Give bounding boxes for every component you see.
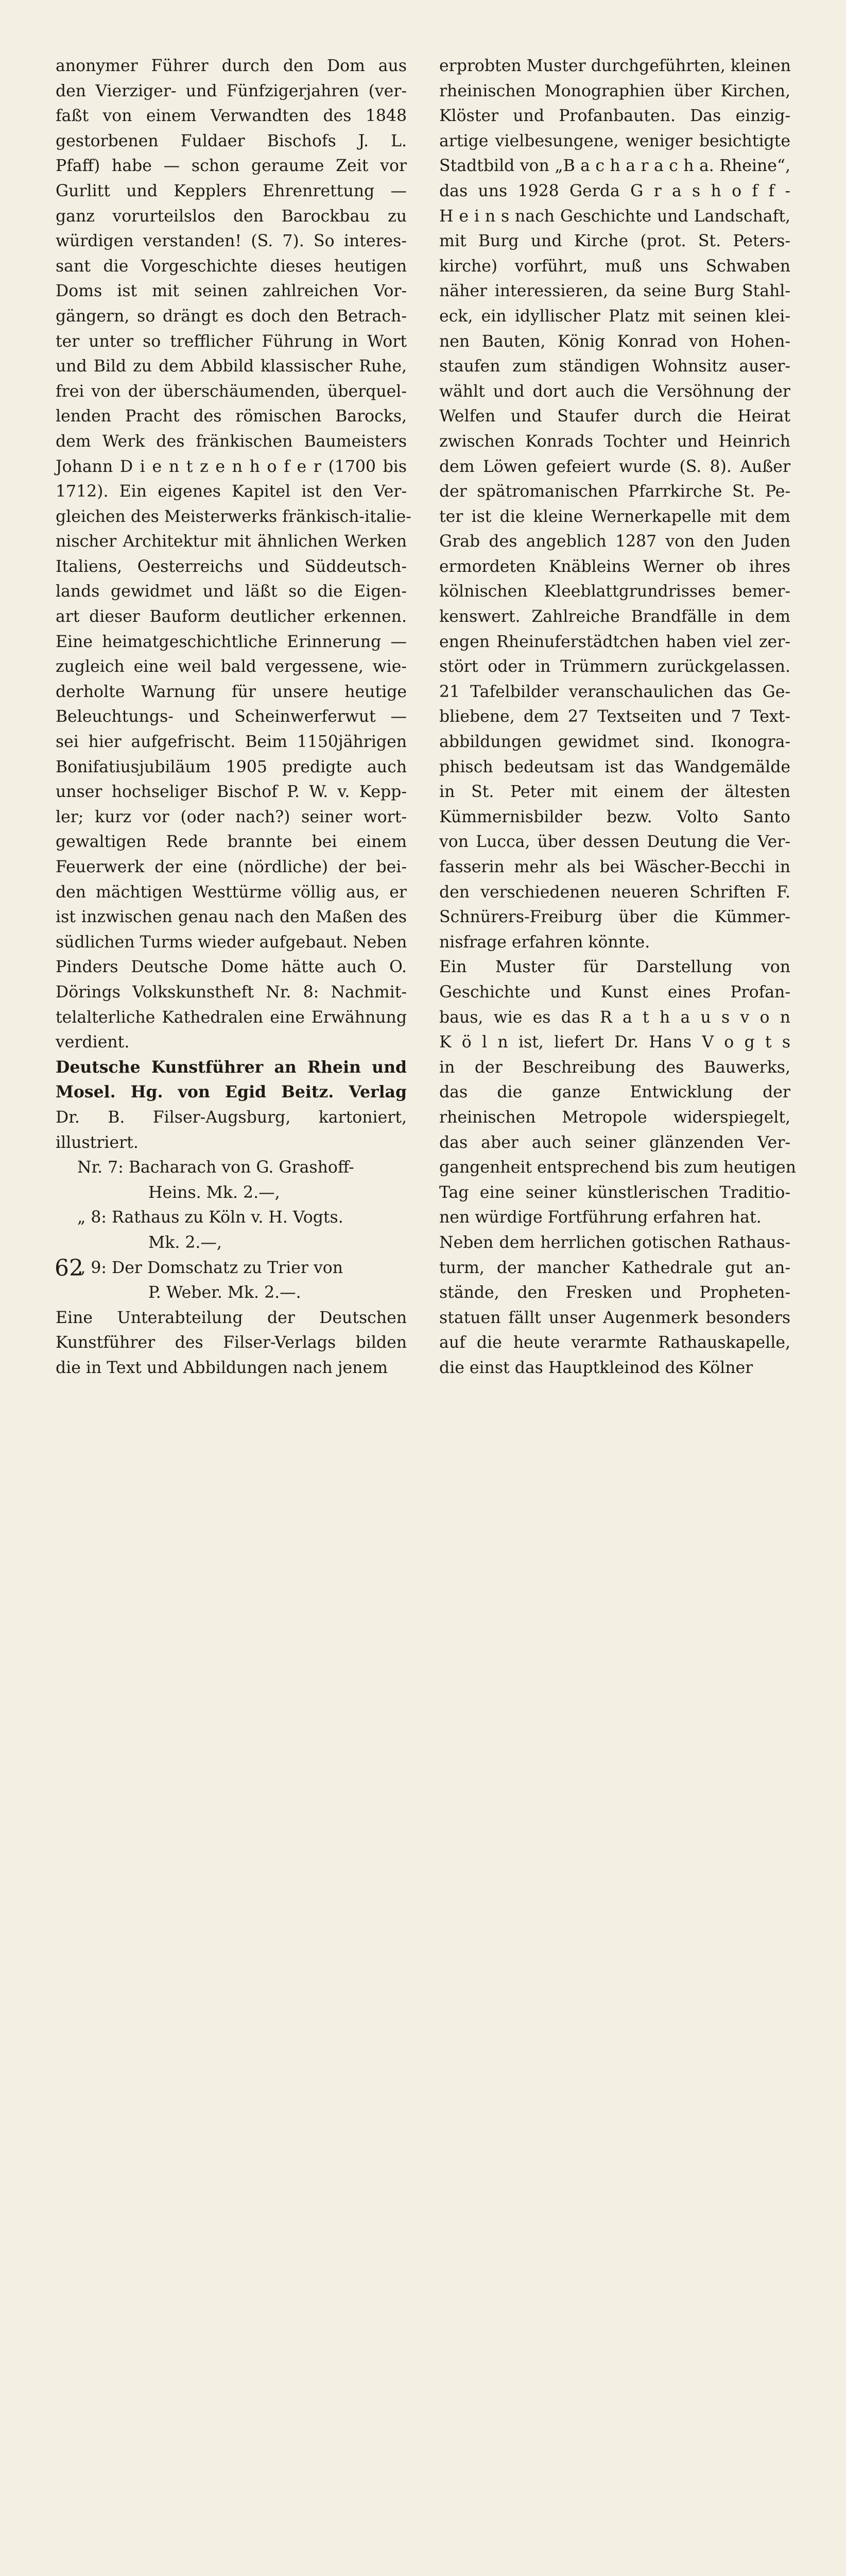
text-line: gewaltigen Rede brannte bei einem (56, 833, 407, 852)
text-line: baus, wie es das R a t h a u s v o n (439, 1008, 790, 1027)
digitization-footer (0, 1298, 846, 1387)
text-line: nen würdige Fortführung erfahren hat. (439, 1208, 762, 1227)
text-line: rheinischen Metropole widerspiegelt, (439, 1108, 790, 1127)
text-line: verdient. (56, 1033, 130, 1052)
text-line: „ 8: Rathaus zu Köln v. H. Vogts. (77, 1208, 343, 1227)
right-text-column (439, 54, 796, 1380)
text-line: bliebene, dem 27 Textseiten und 7 Text- (439, 707, 790, 726)
text-line: P. Weber. Mk. 2.—. (148, 1283, 301, 1302)
text-line: in der Beschreibung des Bauwerks, (439, 1058, 790, 1077)
text-line: Tag eine seiner künstlerischen Traditio- (439, 1183, 790, 1202)
text-line: Welfen und Staufer durch die Heirat (439, 407, 790, 426)
text-line: Pinders Deutsche Dome hätte auch O. (56, 958, 407, 977)
text-line: ermordeten Knäbleins Werner ob ihres (439, 557, 790, 576)
text-line: Dr. B. Filser-Augsburg, kartoniert, (56, 1108, 407, 1127)
text-line: Nr. 7: Bacharach von G. Grashoff- (77, 1158, 354, 1177)
text-line: Kümmernisbilder bezw. Volto Santo (439, 807, 790, 826)
left-text-column (56, 54, 411, 1380)
text-line: frei von der überschäumenden, überquel- (56, 382, 407, 401)
text-line: Neben dem herrlichen gotischen Rathaus- (439, 1233, 790, 1252)
text-line: derholte Warnung für unsere heutige (56, 682, 407, 701)
text-line: ler; kurz vor (oder nach?) seiner wort- (56, 807, 407, 826)
text-line: ter unter so trefflicher Führung in Wort (56, 332, 407, 351)
text-line: Ein Muster für Darstellung von (439, 958, 790, 977)
text-line: Bonifatiusjubiläum 1905 predigte auch (56, 757, 407, 776)
text-line: kenswert. Zahlreiche Brandfälle in dem (439, 607, 790, 626)
text-line: nischer Architektur mit ähnlichen Werken (56, 532, 407, 551)
text-line: lands gewidmet und läßt so die Eigen- (56, 582, 407, 601)
text-line: würdigen verstanden! (S. 7). So interes- (56, 232, 407, 251)
text-line: lenden Pracht des römischen Barocks, (56, 407, 407, 426)
text-line: kirche) vorführt, muß uns Schwaben (439, 257, 790, 276)
text-line: gangenheit entsprechend bis zum heutigen (439, 1158, 796, 1177)
text-line: staufen zum ständigen Wohnsitz auser- (439, 357, 790, 376)
text-line: Schnürers-Freiburg über die Kümmer- (439, 908, 790, 927)
text-line: zugleich eine weil bald vergessene, wie- (56, 657, 407, 676)
text-line: zwischen Konrads Tochter und Heinrich (439, 432, 790, 451)
text-line: Eine heimatgeschichtliche Erinnerung — (56, 632, 407, 651)
text-line: Italiens, Oesterreichs und Süddeutsch- (56, 557, 407, 576)
text-line: eck, ein idyllischer Platz mit seinen klei- (439, 307, 790, 326)
text-line: erprobten Muster durchgeführten, kleinen (439, 57, 791, 75)
text-line: Heins. Mk. 2.—, (148, 1183, 280, 1202)
text-line: fasserin mehr als bei Wäscher-Becchi in (439, 858, 790, 876)
text-line: Eine Unterabteilung der Deutschen (56, 1308, 407, 1327)
text-line: „ 9: Der Domschatz zu Trier von (77, 1258, 343, 1277)
text-line: Geschichte und Kunst eines Profan- (439, 982, 790, 1002)
text-line: von Lucca, über dessen Deutung die Ver- (439, 833, 790, 852)
text-line: das aber auch seiner glänzenden Ver- (439, 1133, 790, 1152)
text-line: der spätromanischen Pfarrkirche St. Pe- (439, 482, 790, 501)
text-line: 21 Tafelbilder veranschaulichen das Ge- (439, 682, 790, 701)
text-line: Stadtbild von „B a c h a r a c h a. Rheine“, (439, 157, 790, 176)
text-line: Grab des angeblich 1287 von den Juden (439, 532, 790, 551)
text-line: das uns 1928 Gerda G r a s h o f f - (439, 181, 790, 200)
text-line: Beleuchtungs- und Scheinwerferwut — (56, 707, 407, 726)
text-line: das die ganze Entwicklung der (439, 1083, 790, 1102)
text-line: auf die heute verarmte Rathauskapelle, (439, 1333, 790, 1352)
text-line: Kunstführer des Filser-Verlags bilden (56, 1333, 407, 1352)
text-line: nen Bauten, König Konrad von Hohen- (439, 332, 790, 351)
text-line: dem Löwen gefeiert wurde (S. 8). Außer (439, 457, 790, 476)
text-line: H e i n s nach Geschichte und Landschaft, (439, 207, 790, 226)
text-line: näher interessieren, da seine Burg Stahl- (439, 282, 790, 301)
text-line: K ö l n ist, liefert Dr. Hans V o g t s (439, 1033, 790, 1052)
text-line: mit Burg und Kirche (prot. St. Peters- (439, 232, 790, 251)
text-line: und Bild zu dem Abbild klassischer Ruhe, (56, 357, 407, 376)
text-line: Deutsche Kunstführer an Rhein und (56, 1057, 407, 1077)
text-line: Mosel. Hg. von Egid Beitz. Verlag (56, 1082, 407, 1102)
text-line: rheinischen Monographien über Kirchen, (439, 81, 790, 100)
text-line: kölnischen Kleeblattgrundrisses bemer- (439, 582, 790, 601)
text-line: Johann D i e n t z e n h o f e r (1700 bis (56, 457, 407, 476)
text-line: gleichen des Meisterwerks fränkisch-italie- (56, 507, 411, 526)
text-line: gestorbenen Fuldaer Bischofs J. L. (56, 131, 407, 150)
text-line: telalterliche Kathedralen eine Erwähnung (56, 1008, 407, 1027)
text-line: in St. Peter mit einem der ältesten (439, 783, 790, 802)
text-line: stände, den Fresken und Propheten- (439, 1283, 790, 1302)
text-line: dem Werk des fränkischen Baumeisters (56, 432, 407, 451)
text-line: Gurlitt und Kepplers Ehrenrettung — (56, 181, 407, 200)
text-line: abbildungen gewidmet sind. Ikonogra- (439, 733, 790, 752)
text-line: die einst das Hauptkleinod des Kölner (439, 1358, 753, 1377)
text-line: art dieser Bauform deutlicher erkennen. (56, 607, 407, 626)
text-line: artige vielbesungene, weniger besichtigte (439, 131, 790, 150)
text-line: faßt von einem Verwandten des 1848 (56, 107, 407, 126)
text-line: illustriert. (56, 1133, 139, 1152)
text-line: den mächtigen Westtürme völlig aus, er (56, 883, 407, 902)
text-line: den Vierziger- und Fünfzigerjahren (ver- (56, 81, 407, 100)
text-line: unser hochseliger Bischof P. W. v. Kepp- (56, 783, 407, 802)
text-line: turm, der mancher Kathedrale gut an- (439, 1258, 790, 1277)
text-line: wählt und dort auch die Versöhnung der (439, 382, 790, 401)
text-line: anonymer Führer durch den Dom aus (56, 57, 407, 75)
text-line: ist inzwischen genau nach den Maßen des (56, 908, 407, 927)
text-line: statuen fällt unser Augenmerk besonders (439, 1308, 790, 1327)
text-line: Mk. 2.—, (148, 1233, 222, 1252)
text-line: südlichen Turms wieder aufgebaut. Neben (56, 933, 407, 952)
text-line: stört oder in Trümmern zurückgelassen. (439, 657, 790, 676)
text-line: engen Rheinuferstädtchen haben viel zer- (439, 632, 790, 651)
text-line: sei hier aufgefrischt. Beim 1150jährigen (56, 733, 407, 752)
text-line: phisch bedeutsam ist das Wandgemälde (439, 757, 790, 776)
text-line: Klöster und Profanbauten. Das einzig- (439, 107, 790, 126)
text-line: sant die Vorgeschichte dieses heutigen (56, 257, 407, 276)
text-line: Pfaff) habe — schon geraume Zeit vor (56, 157, 407, 176)
text-line: 1712). Ein eigenes Kapitel ist den Ver- (56, 482, 407, 501)
text-line: Feuerwerk der eine (nördliche) der bei- (56, 858, 407, 876)
text-line: den verschiedenen neueren Schriften F. (439, 883, 790, 902)
text-line: ganz vorurteilslos den Barockbau zu (56, 207, 407, 226)
text-line: Dörings Volkskunstheft Nr. 8: Nachmit- (56, 982, 407, 1002)
text-line: gängern, so drängt es doch den Betrach- (56, 307, 407, 326)
text-line: Doms ist mit seinen zahlreichen Vor- (56, 282, 407, 301)
text-line: die in Text und Abbildungen nach jenem (56, 1358, 388, 1377)
text-line: ter ist die kleine Wernerkapelle mit dem (439, 507, 790, 526)
text-line: nisfrage erfahren könnte. (439, 933, 650, 952)
page-number: 62 (55, 1255, 83, 1281)
